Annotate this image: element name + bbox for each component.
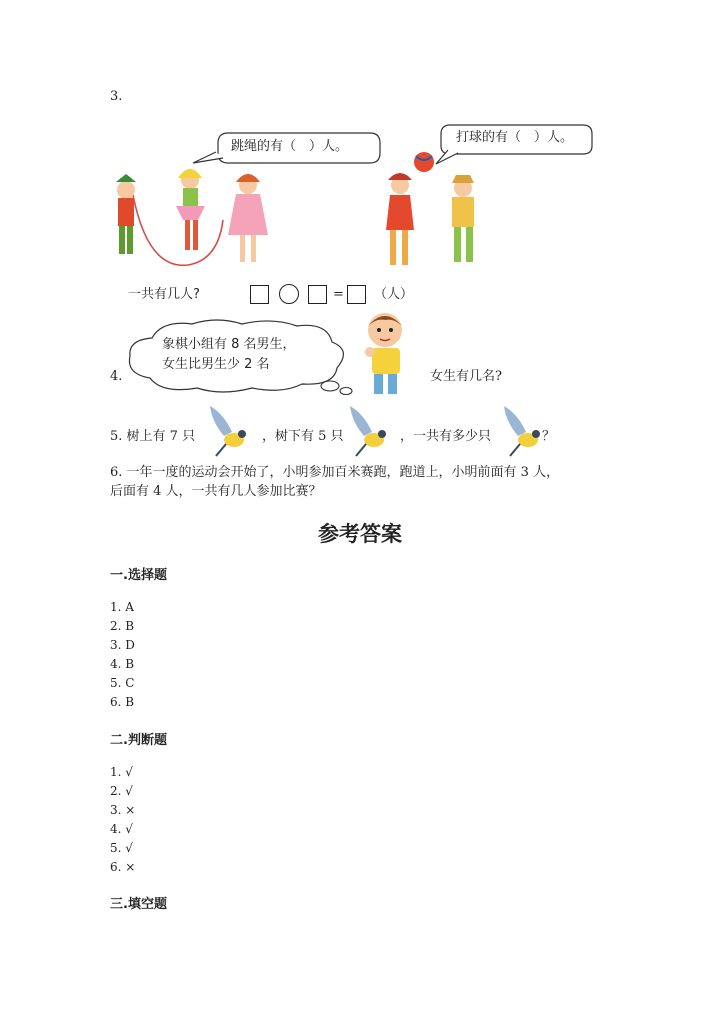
unit-label: （人） — [374, 287, 414, 302]
answer-box-result[interactable] — [347, 285, 366, 304]
q4-number: 4. — [110, 369, 123, 384]
bird-icon-3 — [498, 402, 546, 460]
section-2-heading: 二.判断题 — [110, 733, 167, 748]
total-question: 一共有几人? — [128, 287, 200, 302]
bird-icon-1 — [204, 402, 252, 460]
answer-item: 3. D — [110, 638, 135, 652]
q5-part-1: 5. 树上有 7 只 — [110, 429, 196, 444]
section-1-heading: 一.选择题 — [110, 568, 167, 583]
equals-sign: = — [333, 287, 344, 302]
q5-part-4: ？ — [542, 429, 556, 444]
answer-box-1[interactable] — [250, 285, 269, 304]
answer-item: 4. √ — [110, 822, 133, 836]
section-2-answers — [110, 763, 135, 877]
q5-part-3: ，一共有多少只 — [400, 429, 492, 444]
q6-line-2: 后面有 4 人，一共有几人参加比赛？ — [110, 484, 322, 499]
answer-item: 2. B — [110, 619, 135, 633]
answer-item: 2. √ — [110, 784, 133, 798]
answer-item: 5. √ — [110, 841, 133, 855]
q3-number: 3. — [110, 89, 123, 104]
section-3-heading: 三.填空题 — [110, 897, 167, 912]
answers-title: 参考答案 — [318, 521, 402, 546]
operator-circle[interactable] — [279, 284, 299, 304]
q6-line-1: 6. 一年一度的运动会开始了，小明参加百米赛跑，跑道上，小明前面有 3 人， — [110, 465, 560, 480]
bird-icon-2 — [344, 402, 392, 460]
section-1-answers — [110, 598, 135, 712]
bubble-left-text: 跳绳的有（ ）人。 — [231, 139, 349, 154]
q4-question: 女生有几名? — [430, 369, 502, 384]
cloud-line-1: 象棋小组有 8 名男生， — [162, 337, 296, 352]
bubble-right-text: 打球的有（ ）人。 — [456, 130, 574, 145]
q5-part-2: ，树下有 5 只 — [262, 429, 344, 444]
cloud-line-2: 女生比男生少 2 名 — [162, 357, 270, 372]
ball-icon — [414, 152, 434, 172]
answer-item: 1. A — [110, 600, 134, 614]
answer-item: 4. B — [110, 657, 135, 671]
answer-box-2[interactable] — [308, 285, 327, 304]
answer-item: 3. × — [110, 803, 136, 817]
answer-item: 1. √ — [110, 765, 133, 779]
answer-item: 6. B — [110, 695, 135, 709]
boy-thinking-illustration — [360, 308, 414, 398]
answer-item: 5. C — [110, 676, 135, 690]
answer-item: 6. × — [110, 860, 136, 874]
